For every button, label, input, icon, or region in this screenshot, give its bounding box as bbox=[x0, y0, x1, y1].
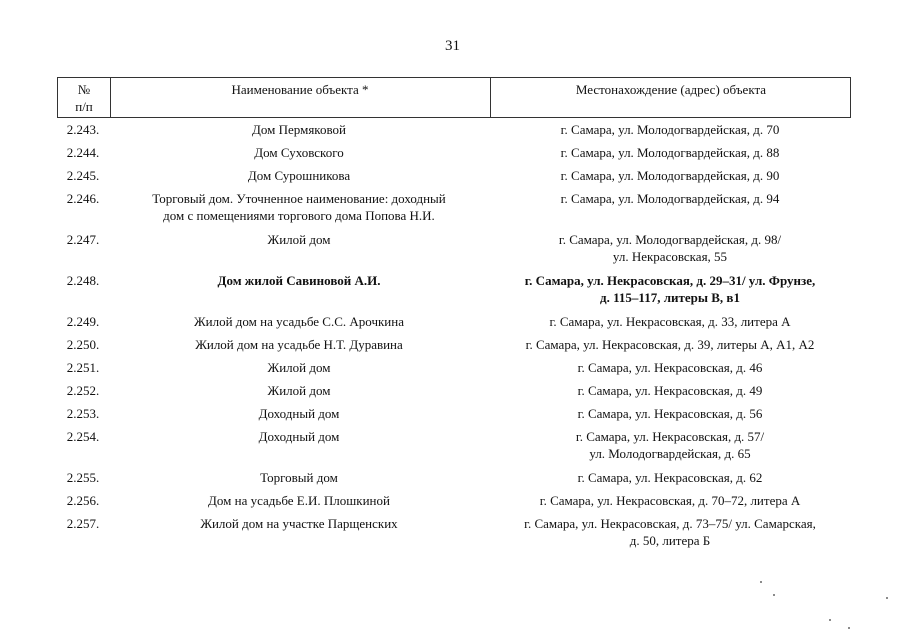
object-address-line: г. Самара, ул. Некрасовская, д. 33, литера А bbox=[549, 314, 791, 329]
object-address-line: г. Самара, ул. Молодогвардейская, д. 94 bbox=[560, 191, 780, 206]
object-name-line: Жилой дом bbox=[267, 383, 331, 398]
table-row bbox=[57, 311, 851, 334]
object-name bbox=[109, 469, 489, 486]
row-number: 2.246. bbox=[66, 191, 100, 206]
row-number: 2.245. bbox=[66, 168, 100, 183]
scan-speck bbox=[886, 597, 888, 599]
table-row bbox=[57, 490, 851, 513]
table-row bbox=[57, 119, 851, 142]
table-row bbox=[57, 270, 851, 311]
scan-speck bbox=[829, 619, 831, 621]
row-number: 2.253. bbox=[66, 406, 100, 421]
object-name bbox=[109, 515, 489, 532]
object-name bbox=[109, 167, 489, 184]
object-address bbox=[489, 231, 851, 265]
object-name bbox=[109, 336, 489, 353]
object-name bbox=[109, 272, 489, 289]
object-name-line: Дом Суховского bbox=[254, 145, 344, 160]
header-address-column: Местонахождение (адрес) объекта bbox=[575, 82, 767, 97]
row-number: 2.251. bbox=[66, 360, 100, 375]
object-address bbox=[489, 405, 851, 422]
object-name bbox=[109, 313, 489, 330]
object-address-line: г. Самара, ул. Некрасовская, д. 57/ bbox=[575, 429, 765, 444]
table-body bbox=[57, 119, 851, 554]
header-name-column: Наименование объекта * bbox=[231, 82, 369, 97]
header-number-line2: п/п bbox=[75, 99, 93, 114]
row-number: 2.252. bbox=[66, 383, 100, 398]
object-name bbox=[109, 121, 489, 138]
table-row bbox=[57, 467, 851, 490]
object-address-line: г. Самара, ул. Некрасовская, д. 62 bbox=[577, 470, 763, 485]
object-address bbox=[489, 121, 851, 138]
object-address-line: г. Самара, ул. Некрасовская, д. 29–31/ ул. Фрунзе, bbox=[524, 273, 816, 288]
object-address-line: д. 50, литера Б bbox=[629, 533, 711, 548]
object-address-line: г. Самара, ул. Некрасовская, д. 46 bbox=[577, 360, 763, 375]
header-number-line1: № bbox=[77, 82, 91, 97]
object-address bbox=[489, 515, 851, 549]
object-address-line: г. Самара, ул. Молодогвардейская, д. 70 bbox=[560, 122, 780, 137]
object-address-line: ул. Молодогвардейская, д. 65 bbox=[589, 446, 751, 461]
object-address-line: г. Самара, ул. Некрасовская, д. 56 bbox=[577, 406, 763, 421]
object-name-line: Жилой дом bbox=[267, 232, 331, 247]
table-row bbox=[57, 513, 851, 554]
object-name-line: Дом на усадьбе Е.И. Плошкиной bbox=[208, 493, 390, 508]
row-number: 2.255. bbox=[66, 470, 100, 485]
object-address-line: г. Самара, ул. Молодогвардейская, д. 88 bbox=[560, 145, 780, 160]
object-name-line: Дом Сурошникова bbox=[247, 168, 351, 183]
object-address bbox=[489, 492, 851, 509]
object-name-line: Дом жилой Савиновой А.И. bbox=[217, 273, 381, 288]
object-address bbox=[489, 167, 851, 184]
scan-speck bbox=[848, 627, 850, 629]
object-address bbox=[489, 144, 851, 161]
object-address bbox=[489, 190, 851, 207]
object-address bbox=[489, 428, 851, 462]
object-name-line: Жилой дом на участке Парщенских bbox=[200, 516, 398, 531]
page-number: 31 bbox=[445, 38, 460, 54]
object-name-line: Доходный дом bbox=[258, 429, 340, 444]
object-name bbox=[109, 231, 489, 248]
object-address bbox=[489, 469, 851, 486]
object-name bbox=[109, 492, 489, 509]
object-name bbox=[109, 405, 489, 422]
table-row bbox=[57, 380, 851, 403]
object-name-line: Торговый дом bbox=[260, 470, 338, 485]
object-name-line: дом с помещениями торгового дома Попова Н.И. bbox=[163, 208, 435, 223]
object-address-line: г. Самара, ул. Некрасовская, д. 70–72, литера А bbox=[539, 493, 801, 508]
row-number: 2.247. bbox=[66, 232, 100, 247]
object-address-line: ул. Некрасовская, 55 bbox=[612, 249, 728, 264]
object-name bbox=[109, 382, 489, 399]
table-row bbox=[57, 142, 851, 165]
object-address-line: г. Самара, ул. Молодогвардейская, д. 90 bbox=[560, 168, 780, 183]
object-name bbox=[109, 144, 489, 161]
object-address bbox=[489, 359, 851, 376]
object-name-line: Жилой дом на усадьбе Н.Т. Дуравина bbox=[195, 337, 403, 352]
object-address bbox=[489, 272, 851, 306]
table-row bbox=[57, 229, 851, 270]
row-number: 2.248. bbox=[66, 273, 100, 288]
object-address-line: г. Самара, ул. Некрасовская, д. 39, литеры А, А1, А2 bbox=[525, 337, 815, 352]
object-name bbox=[109, 190, 489, 224]
table-row bbox=[57, 188, 851, 229]
object-address-line: г. Самара, ул. Некрасовская, д. 49 bbox=[577, 383, 763, 398]
table-row bbox=[57, 426, 851, 467]
object-name-line: Торговый дом. Уточненное наименование: доходный bbox=[152, 191, 446, 206]
header-number-column bbox=[58, 81, 110, 115]
row-number: 2.254. bbox=[66, 429, 100, 444]
object-address bbox=[489, 382, 851, 399]
object-address bbox=[489, 313, 851, 330]
object-address-line: г. Самара, ул. Молодогвардейская, д. 98/ bbox=[558, 232, 782, 247]
row-number: 2.244. bbox=[66, 145, 100, 160]
row-number: 2.257. bbox=[66, 516, 100, 531]
table-row bbox=[57, 357, 851, 380]
row-number: 2.256. bbox=[66, 493, 100, 508]
object-name-line: Жилой дом bbox=[267, 360, 331, 375]
object-address-line: г. Самара, ул. Некрасовская, д. 73–75/ ул. Самарская, bbox=[524, 516, 816, 531]
object-address-line: д. 115–117, литеры В, в1 bbox=[600, 290, 740, 305]
scan-speck bbox=[773, 594, 775, 596]
object-address bbox=[489, 336, 851, 353]
row-number: 2.250. bbox=[66, 337, 100, 352]
table-row bbox=[57, 165, 851, 188]
object-name-line: Жилой дом на усадьбе С.С. Арочкина bbox=[193, 314, 404, 329]
table-header bbox=[57, 77, 851, 118]
object-name bbox=[109, 428, 489, 445]
object-name bbox=[109, 359, 489, 376]
table-row bbox=[57, 403, 851, 426]
row-number: 2.249. bbox=[66, 314, 100, 329]
object-name-line: Дом Пермяковой bbox=[252, 122, 346, 137]
row-number: 2.243. bbox=[66, 122, 100, 137]
scan-speck bbox=[760, 581, 762, 583]
table-row bbox=[57, 334, 851, 357]
object-name-line: Доходный дом bbox=[258, 406, 340, 421]
